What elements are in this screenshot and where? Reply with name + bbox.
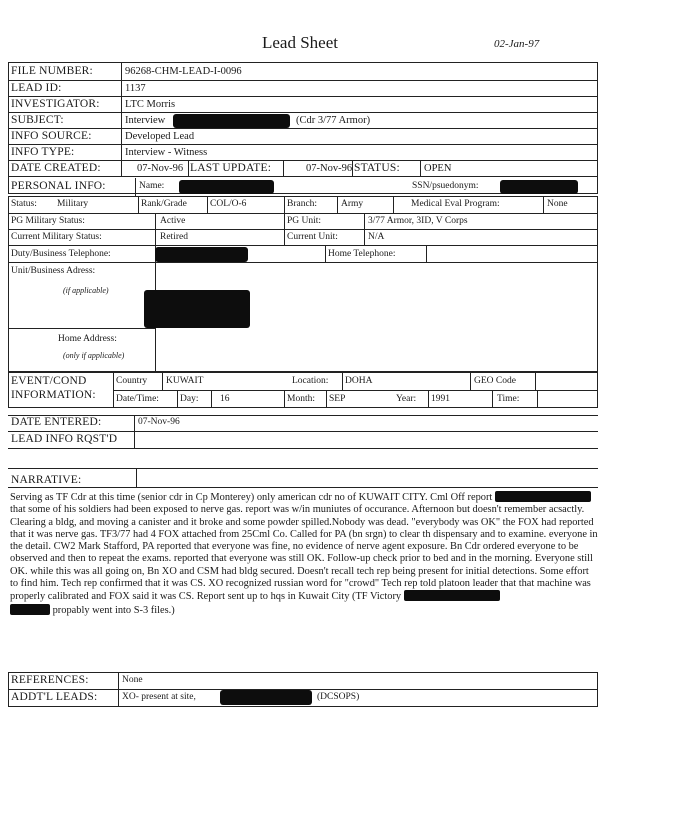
pg-unit-label: PG Unit: <box>287 216 322 226</box>
time-label: Time: <box>497 394 520 404</box>
references-label: REFERENCES: <box>11 674 89 686</box>
narrative-part-3: propably went into S-3 files.) <box>52 604 175 616</box>
lead-id-value: 1137 <box>125 83 146 94</box>
ssn-label: SSN/psuedonym: <box>412 181 479 191</box>
status-field-value: Military <box>57 199 89 209</box>
info-source-value: Developed Lead <box>125 131 195 142</box>
redaction <box>155 247 248 262</box>
narrative-text <box>10 491 598 617</box>
redaction <box>495 491 591 502</box>
redaction <box>173 114 290 128</box>
date-created-label: DATE CREATED: <box>11 162 101 174</box>
file-number-value: 96268-CHM-LEAD-I-0096 <box>125 66 242 77</box>
redaction <box>220 690 312 705</box>
name-label: Name: <box>139 181 165 191</box>
redaction <box>500 180 578 194</box>
date-entered-label: DATE ENTERED: <box>11 416 102 428</box>
addtl-leads-value-prefix: XO- present at site, <box>122 692 196 702</box>
current-status-value: Retired <box>160 232 188 242</box>
last-update-value: 07-Nov-96 <box>306 163 353 174</box>
subject-value-suffix: (Cdr 3/77 Armor) <box>296 115 371 126</box>
country-value: KUWAIT <box>166 376 204 386</box>
geo-code-label: GEO Code <box>474 376 516 386</box>
home-address-label: Home Address: <box>58 334 117 344</box>
event-label-line1: EVENT/COND <box>11 375 87 387</box>
home-phone-label: Home Telephone: <box>328 249 396 259</box>
unit-address-note: (if applicable) <box>63 286 109 295</box>
day-label: Day: <box>180 394 199 404</box>
current-status-label: Current Military Status: <box>11 232 102 242</box>
last-update-label: LAST UPDATE: <box>190 162 272 174</box>
year-label: Year: <box>396 394 417 404</box>
home-address-note: (only if applicable) <box>63 351 125 360</box>
header-date: 02-Jan-97 <box>494 38 540 50</box>
status-field-label: Status: <box>11 199 37 209</box>
info-source-label: INFO SOURCE: <box>11 130 92 142</box>
redaction <box>144 290 250 328</box>
day-value: 16 <box>220 394 230 404</box>
addtl-leads-value-suffix: (DCSOPS) <box>317 692 360 702</box>
pg-unit-value: 3/77 Armor, 3ID, V Corps <box>368 216 468 226</box>
lead-info-rqstd-label: LEAD INFO RQST'D <box>11 433 118 445</box>
date-entered-value: 07-Nov-96 <box>138 417 180 427</box>
current-unit-label: Current Unit: <box>287 232 338 242</box>
datetime-label: Date/Time: <box>116 394 159 404</box>
info-type-label: INFO TYPE: <box>11 146 75 158</box>
narrative-part-2: that some of his soldiers had been exposed to nerve gas. report was w/in muniutes of occurance. Afternoon but doesn't remember acsactly. Clearing a bldg, and moving a canister and it broke and some powder spilled.Nobody was dead. "everybody was OK" the FOX had reported that it was nerve gas. TF3/77 had 4 FOX attached from 25Cml Co. Called for PA (bn srgn) to clear th dispensary and to examine. everyone in the detail. CW2 Mark Stafford, PA reported that everyone was fine, no evidence of nerve agent exposure. Bn Cdr ordered everyone to be observed and then to repeat the exams. reported that everyone was still OK. Follow-up check prior to bed and in the morning. Everyone still OK. while this was all going on, Bn XO and CSM had bldg secured. Doesn't recall tech rep being present for initial detections. Some effort to find him. Tech rep confirmed that it was CS. XO recognized russian word for "crowd" Tech rep told platoon leader that that machine was properly calibrated and FOX said it was CS. Report sent up to hqs in Kuwait City (TF Victory <box>10 504 598 603</box>
date-created-value: 07-Nov-96 <box>137 163 184 174</box>
info-type-value: Interview - Witness <box>125 147 208 158</box>
rank-value: COL/O-6 <box>210 199 247 209</box>
medical-label: Medical Eval Program: <box>411 199 500 209</box>
investigator-value: LTC Morris <box>125 99 176 110</box>
year-value: 1991 <box>431 394 450 404</box>
lead-id-label: LEAD ID: <box>11 82 62 94</box>
narrative-part-1: Serving as TF Cdr at this time (senior cdr in Cp Monterey) only american cdr no of KUWAIT CITY. Cml Off report <box>10 492 493 503</box>
country-label: Country <box>116 376 148 386</box>
references-value: None <box>122 675 143 685</box>
branch-label: Branch: <box>287 199 318 209</box>
event-label-line2: INFORMATION: <box>11 389 96 401</box>
unit-address-label: Unit/Business Adress: <box>11 266 96 276</box>
month-value: SEP <box>329 394 346 404</box>
redaction <box>179 180 274 194</box>
pg-status-label: PG Military Status: <box>11 216 85 226</box>
subject-label: SUBJECT: <box>11 114 64 126</box>
status-label: STATUS: <box>354 162 400 174</box>
location-value: DOHA <box>345 376 373 386</box>
personal-info-label: PERSONAL INFO: <box>11 180 106 192</box>
redaction <box>10 604 50 615</box>
current-unit-value: N/A <box>368 232 385 242</box>
medical-value: None <box>547 199 568 209</box>
duty-phone-label: Duty/Business Telephone: <box>11 249 111 259</box>
branch-value: Army <box>341 199 364 209</box>
month-label: Month: <box>287 394 315 404</box>
pg-status-value: Active <box>160 216 186 226</box>
location-label: Location: <box>292 376 329 386</box>
file-number-label: FILE NUMBER: <box>11 65 93 77</box>
investigator-label: INVESTIGATOR: <box>11 98 100 110</box>
rank-label: Rank/Grade <box>141 199 187 209</box>
addtl-leads-label: ADDT'L LEADS: <box>11 691 98 703</box>
subject-value-prefix: Interview <box>125 115 166 126</box>
status-value: OPEN <box>424 163 452 174</box>
page-title: Lead Sheet <box>262 33 338 52</box>
redaction <box>404 590 500 601</box>
narrative-label: NARRATIVE: <box>11 474 82 486</box>
